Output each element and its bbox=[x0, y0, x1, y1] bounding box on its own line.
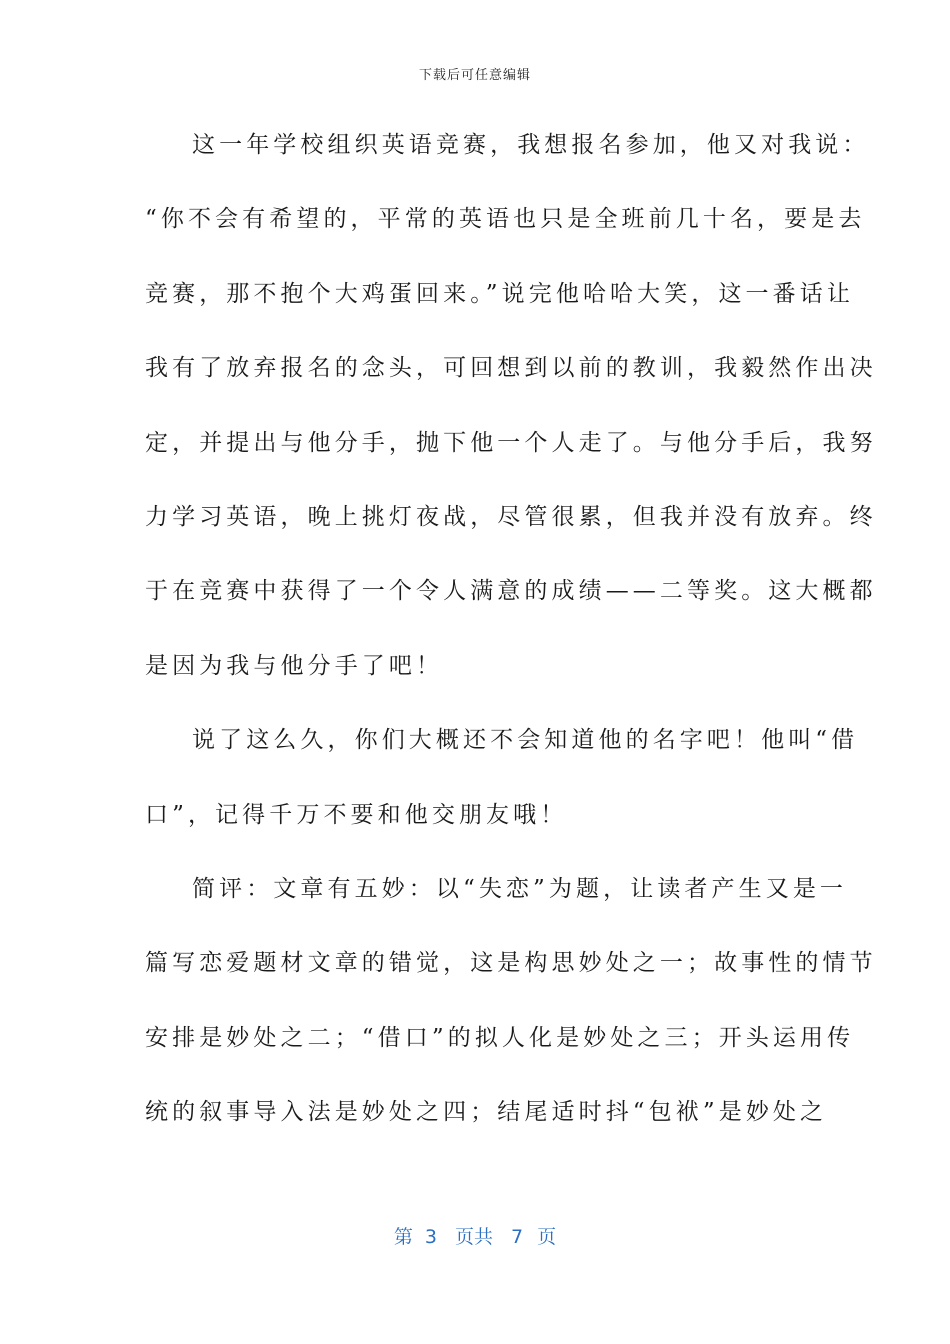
paragraph-line: 简评：文章有五妙：以“失恋”为题，让读者产生又是一 bbox=[192, 875, 848, 902]
footer-suffix: 页 bbox=[537, 1226, 557, 1248]
document-body bbox=[145, 120, 877, 1161]
paragraph-line: 定，并提出与他分手，抛下他一个人走了。与他分手后，我努 bbox=[145, 429, 877, 456]
total-pages-number: 7 bbox=[511, 1226, 524, 1248]
paragraph-line: 安排是妙处之二；“借口”的拟人化是妙处之三；开头运用传 bbox=[145, 1024, 855, 1051]
paragraph-line: “你不会有希望的，平常的英语也只是全班前几十名，要是去 bbox=[145, 206, 866, 233]
footer-prefix: 第 bbox=[393, 1226, 413, 1248]
paragraph-line: 我有了放弃报名的念头，可回想到以前的教训，我毅然作出决 bbox=[145, 355, 877, 382]
page-header-note: 下载后可任意编辑 bbox=[418, 68, 531, 83]
page-number-footer bbox=[0, 1222, 950, 1249]
paragraph-line: 说了这么久，你们大概还不会知道他的名字吧！他叫“借 bbox=[192, 727, 859, 754]
paragraph-line: 口”，记得千万不要和他交朋友哦！ bbox=[145, 801, 568, 828]
current-page-number: 3 bbox=[424, 1226, 437, 1248]
paragraph-line: 统的叙事导入法是妙处之四；结尾适时抖“包袱”是妙处之 bbox=[145, 1099, 828, 1126]
footer-middle: 页共 bbox=[454, 1226, 493, 1248]
paragraph-line: 竞赛，那不抱个大鸡蛋回来。”说完他哈哈大笑，这一番话让 bbox=[145, 280, 854, 307]
paragraph-line: 这一年学校组织英语竞赛，我想报名参加，他又对我说： bbox=[192, 132, 870, 158]
paragraph-line: 于在竞赛中获得了一个令人满意的成绩——二等奖。这大概都 bbox=[145, 578, 877, 605]
paragraph-line: 是因为我与他分手了吧！ bbox=[145, 652, 444, 679]
paragraph-line: 篇写恋爱题材文章的错觉，这是构思妙处之一；故事性的情节 bbox=[145, 950, 877, 977]
paragraph-line: 力学习英语，晚上挑灯夜战，尽管很累，但我并没有放弃。终 bbox=[145, 503, 877, 530]
